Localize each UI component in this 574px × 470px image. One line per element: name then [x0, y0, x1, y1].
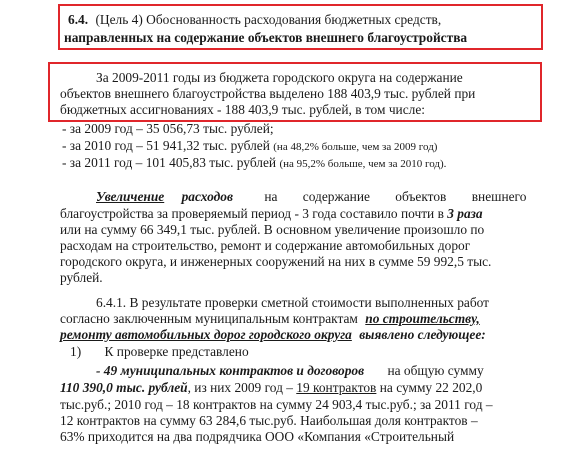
intro-line1: За 2009-2011 годы из бюджета городского округа на содержание [96, 70, 463, 85]
sec641-line2-text: согласно заключенным муниципальным контрактам [60, 311, 358, 326]
contracts-line2 [60, 380, 482, 396]
year-2011-note: (на 95,2% больше, чем за 2010 год). [279, 158, 447, 170]
increase-line2-text: благоустройства за проверяемый период - 3 года составило почти в [60, 206, 444, 221]
section-title-text: (Цель 4) Обоснованность расходования бюджетных средств, [95, 12, 442, 27]
contracts-line4: 12 контрактов на сумму 63 284,6 тыс.руб. Наибольшая доля контрактов – [60, 413, 478, 428]
year-2009-line [62, 121, 274, 137]
increase-line6: рублей. [60, 270, 103, 285]
contracts-count: - 49 муниципальных контрактов и договоров [96, 363, 365, 378]
sec641-item1 [70, 344, 249, 360]
increase-keyword2: расходов [181, 189, 233, 204]
increase-line1 [96, 189, 526, 205]
intro-line2: объектов внешнего благоустройства выделено 188 403,9 тыс. рублей при [60, 86, 476, 101]
contracts-line1 [96, 363, 484, 379]
increase-line2 [60, 206, 483, 222]
year-2009-text: - за 2009 год – 35 056,73 тыс. рублей; [62, 121, 274, 136]
section-title-line2: направленных на содержание объектов внешнего благоустройства [64, 30, 468, 45]
year-2010-note: (на 48,2% больше, чем за 2009 год) [273, 141, 438, 153]
increase-keyword: Увеличение [96, 189, 165, 204]
increase-line1-rest: на содержание объектов внешнего [264, 189, 527, 204]
contracts-2009-count: 19 контрактов [296, 380, 377, 395]
contracts-2009-sum: на сумму 22 202,0 [376, 380, 483, 395]
contracts-line3: тыс.руб.; 2010 год – 18 контрактов на сумму 24 903,4 тыс.руб.; за 2011 год – [60, 397, 493, 412]
sec641-found: выявлено следующее: [359, 327, 486, 342]
year-2010-text: - за 2010 год – 51 941,32 тыс. рублей [62, 138, 270, 153]
year-2011-line [62, 155, 446, 172]
increase-3x: 3 раза [447, 206, 483, 221]
sec641-road-repair: ремонту автомобильных дорог городского округа [60, 327, 352, 342]
increase-line3: или на сумму 66 349,1 тыс. рублей. В основном увеличение произошло по [60, 222, 485, 237]
item-text: К проверке представлено [104, 344, 249, 359]
year-2010-line [62, 138, 437, 155]
sec641-road-construction: по строительству, [365, 311, 480, 326]
intro-line3: бюджетных ассигнованиях - 188 403,9 тыс. рублей, в том числе: [60, 102, 426, 117]
contracts-line5: 63% приходится на два подрядчика ООО «Компания «Строительный [60, 429, 455, 444]
sec641-line1: 6.4.1. В результате проверки сметной стоимости выполненных работ [96, 295, 490, 310]
increase-line4: расходам на строительство, ремонт и содержание автомобильных дорог [60, 238, 471, 253]
contracts-total: 110 390,0 тыс. рублей [60, 380, 188, 395]
increase-line5: городского округа, и инженерных сооружений на них в сумме 59 992,5 тыс. [60, 254, 492, 269]
section-title-line1 [68, 12, 533, 28]
section-number: 6.4. [68, 12, 89, 27]
sec641-line2 [60, 311, 480, 327]
contracts-line1-rest: на общую сумму [387, 363, 484, 378]
sec641-line3 [60, 327, 486, 343]
year-2011-text: - за 2011 год – 101 405,83 тыс. рублей [62, 155, 277, 170]
item-number: 1) [70, 344, 82, 359]
contracts-2009-label: , из них 2009 год – [187, 380, 297, 395]
